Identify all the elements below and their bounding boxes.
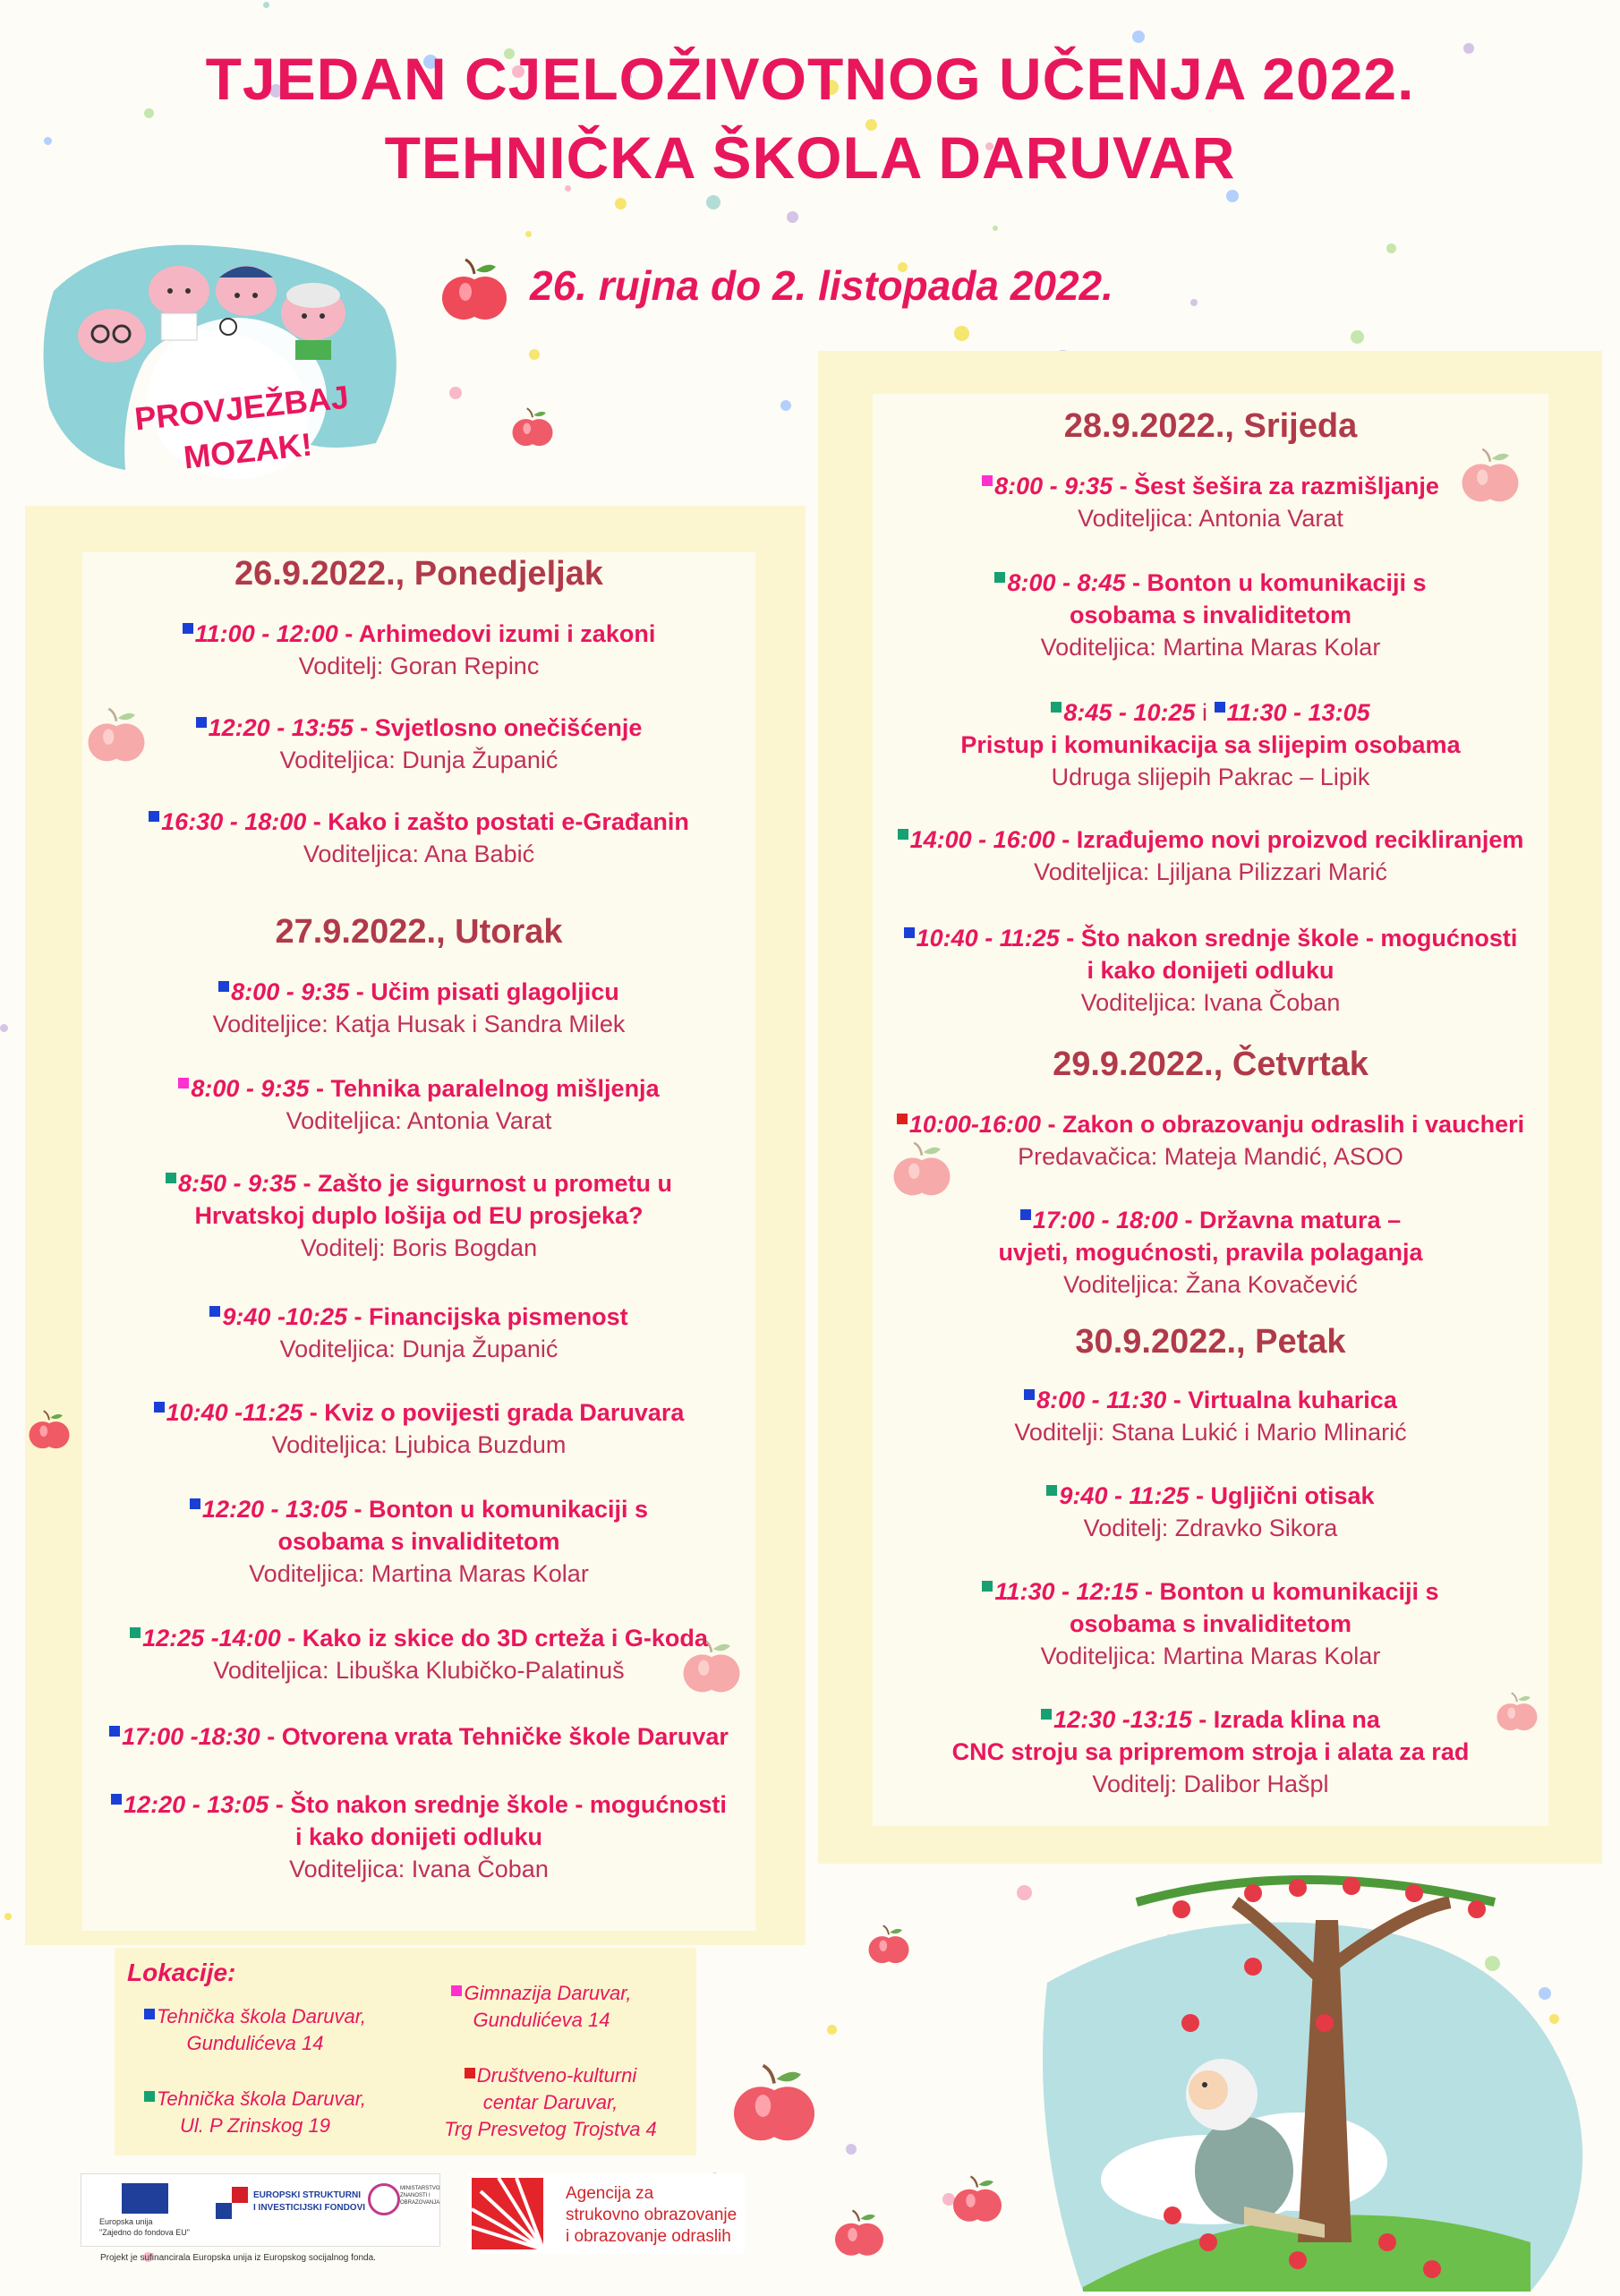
apple-icon: [832, 2209, 886, 2267]
location-item-blue: Tehnička škola Daruvar, Gundulićeva 14: [130, 2003, 380, 2057]
event-separator: -: [1059, 925, 1081, 952]
esif-logo-icon: [216, 2187, 248, 2219]
apple-icon: [866, 1925, 911, 1974]
event-time: 17:00 - 18:00: [1032, 1207, 1178, 1233]
event-name-cont: CNC stroju sa pripremom stroja i alata za rad: [951, 1738, 1470, 1765]
confetti-dot: [0, 1024, 8, 1032]
event-separator: -: [303, 1399, 325, 1426]
confetti-dot: [846, 2144, 857, 2155]
esif-text-1: EUROPSKI STRUKTURNI: [253, 2190, 362, 2200]
event-time: 12:25 -14:00: [142, 1625, 281, 1652]
event-name: Ugljični otisak: [1210, 1482, 1375, 1509]
event-lead: Voditeljica: Antonia Varat: [1078, 505, 1343, 532]
event-separator: -: [1189, 1482, 1211, 1509]
green-square-icon: [1051, 702, 1062, 713]
confetti-dot: [827, 2025, 837, 2035]
location-item-magenta: Gimnazija Daruvar, Gundulićeva 14: [416, 1980, 667, 2034]
agency-text-1: Agencija za: [566, 2184, 654, 2203]
blue-square-icon: [190, 1498, 200, 1509]
event-lead: Voditelj: Dalibor Hašpl: [1092, 1771, 1329, 1797]
green-square-icon: [130, 1627, 141, 1638]
schedule-event: [873, 1703, 1548, 1800]
apple-icon: [1459, 448, 1522, 515]
blue-square-icon: [904, 927, 915, 938]
event-separator: -: [309, 1075, 331, 1102]
schedule-event: [873, 1204, 1548, 1301]
confetti-dot: [1386, 243, 1396, 253]
event-lead: Udruga slijepih Pakrac – Lipik: [1051, 764, 1370, 790]
blue-square-icon: [149, 811, 159, 822]
blue-square-icon: [1020, 1209, 1031, 1220]
confetti-dot: [954, 326, 969, 341]
confetti-dot: [263, 2, 269, 8]
day-title: 29.9.2022., Četvrtak: [1053, 1046, 1368, 1083]
blue-square-icon: [209, 1306, 220, 1317]
blue-square-icon: [109, 1726, 120, 1737]
event-lead: Voditeljica: Martina Maras Kolar: [1040, 634, 1381, 661]
event-time: 8:50 - 9:35: [177, 1170, 297, 1197]
event-separator: -: [1113, 473, 1135, 499]
event-name: Izrađujemo novi proizvod recikliranjem: [1076, 826, 1524, 853]
event-name: Što nakon srednje škole - mogućnosti: [290, 1791, 727, 1818]
event-lead: Voditeljica: Dunja Županić: [279, 747, 558, 773]
schedule-event: [873, 470, 1548, 534]
event-time: 10:40 - 11:25: [916, 925, 1060, 952]
event-lead: Voditeljica: Ljiljana Pilizzari Marić: [1034, 858, 1387, 885]
apple-icon: [27, 1410, 72, 1459]
event-name: Kako i zašto postati e-Građanin: [328, 808, 689, 835]
confetti-dot: [780, 400, 791, 411]
ministry-text: MINISTARSTVO ZNANOSTI I OBRAZOVANJA: [400, 2186, 440, 2206]
event-name: Pristup i komunikacija sa slijepim osobama: [960, 731, 1461, 758]
event-name: Kviz o povijesti grada Daruvara: [324, 1399, 685, 1426]
event-name: Učim pisati glagoljicu: [371, 978, 619, 1005]
schedule-event: [873, 1480, 1548, 1544]
event-name-cont: Hrvatskoj duplo lošija od EU prosjeka?: [194, 1202, 644, 1229]
green-square-icon: [144, 2091, 155, 2102]
event-time: 9:40 -10:25: [222, 1303, 347, 1330]
confetti-dot: [615, 198, 627, 209]
locations-title: Lokacije:: [127, 1959, 236, 1986]
confetti-dot: [529, 349, 540, 360]
event-separator: -: [1040, 1111, 1062, 1138]
ministry-logo-icon: [368, 2183, 400, 2215]
event-time: 12:30 -13:15: [1053, 1706, 1192, 1733]
event-name: Što nakon srednje škole - mogućnosti: [1080, 925, 1518, 952]
event-time: 11:30 - 12:15: [994, 1578, 1138, 1605]
day-title: 30.9.2022., Petak: [1075, 1323, 1346, 1361]
event-time: 16:30 - 18:00: [161, 808, 307, 835]
event-separator: -: [353, 714, 375, 741]
event-lead: Voditeljica: Ivana Čoban: [289, 1856, 549, 1882]
esif-text-2: I INVESTICIJSKI FONDOVI: [253, 2203, 366, 2213]
confetti-dot: [449, 387, 462, 399]
event-separator: -: [1138, 1578, 1160, 1605]
event-separator: -: [280, 1625, 303, 1652]
event-name: Svjetlosno onečišćenje: [374, 714, 643, 741]
eu-text-2: "Zajedno do fondova EU": [99, 2228, 190, 2237]
green-square-icon: [994, 572, 1005, 583]
green-square-icon: [1046, 1485, 1057, 1496]
event-lead: Voditeljice: Katja Husak i Sandra Milek: [212, 1011, 626, 1037]
apple-icon: [510, 407, 555, 457]
newton-tree-illustration: [1029, 1866, 1602, 2292]
blue-square-icon: [196, 717, 207, 728]
schedule-event: [82, 1720, 755, 1753]
event-name: Zakon o obrazovanju odraslih i vaucheri: [1062, 1111, 1525, 1138]
schedule-event: [82, 712, 755, 776]
confetti-dot: [525, 231, 532, 237]
event-time: 12:20 - 13:55: [208, 714, 354, 741]
event-separator: -: [1054, 826, 1077, 853]
eu-text-1: Europska unija: [99, 2217, 153, 2226]
event-separator: -: [1125, 569, 1147, 596]
blue-square-icon: [154, 1402, 165, 1413]
event-time: 8:00 - 9:35: [231, 978, 350, 1005]
event-name: Izrada klina na: [1213, 1706, 1380, 1733]
apple-icon: [951, 2175, 1004, 2233]
schedule-event: [82, 1167, 755, 1264]
event-lead: Voditeljica: Antonia Varat: [286, 1107, 552, 1134]
blue-square-icon: [218, 981, 229, 992]
schedule-event: [82, 806, 755, 870]
event-time: 10:40 -11:25: [166, 1399, 303, 1426]
event-lead: Voditeljica: Martina Maras Kolar: [249, 1560, 589, 1587]
event-lead: Voditelj: Goran Repinc: [298, 653, 540, 679]
event-name-cont: i kako donijeti odluku: [294, 1823, 543, 1850]
day-title: 26.9.2022., Ponedjeljak: [234, 555, 603, 593]
event-name: Otvorena vrata Tehničke škole Daruvar: [281, 1723, 729, 1750]
page-title-line2: TEHNIČKA ŠKOLA DARUVAR: [384, 124, 1236, 191]
schedule-event: [873, 1575, 1548, 1672]
schedule-event: [873, 567, 1548, 663]
green-square-icon: [898, 829, 908, 840]
green-square-icon: [982, 1581, 993, 1592]
event-name: Bonton u komunikaciji s: [369, 1496, 649, 1523]
event-time: 9:40 - 11:25: [1059, 1482, 1189, 1509]
schedule-event: [82, 1493, 755, 1590]
event-lead: Voditeljica: Ana Babić: [303, 841, 535, 867]
agency-text-3: i obrazovanje odraslih: [566, 2227, 731, 2246]
event-name: Kako iz skice do 3D crteža i G-koda: [302, 1625, 708, 1652]
event-time: 8:00 - 9:35: [994, 473, 1113, 499]
schedule-event: [82, 1072, 755, 1137]
event-time: 17:00 -18:30: [122, 1723, 260, 1750]
schedule-event: [873, 1108, 1548, 1173]
event-lead: Voditeljica: Ljubica Buzdum: [271, 1431, 567, 1458]
apple-icon: [680, 1638, 743, 1705]
apple-icon: [891, 1141, 953, 1208]
event-separator: -: [269, 1791, 291, 1818]
green-square-icon: [166, 1173, 176, 1183]
location-item-green: Tehnička škola Daruvar, Ul. P Zrinskog 19: [130, 2086, 380, 2139]
event-name: Bonton u komunikaciji s: [1159, 1578, 1439, 1605]
magenta-square-icon: [178, 1078, 189, 1088]
event-separator: -: [1166, 1387, 1189, 1413]
event-separator: -: [306, 808, 328, 835]
event-time: 12:20 - 13:05: [124, 1791, 269, 1818]
confetti-dot: [1351, 330, 1364, 344]
event-name: Bonton u komunikaciji s: [1147, 569, 1427, 596]
day-title: 28.9.2022., Srijeda: [1063, 407, 1358, 445]
day-title: 27.9.2022., Utorak: [275, 913, 563, 951]
schedule-event: [873, 922, 1548, 1019]
confetti-dot: [1190, 299, 1198, 306]
event-name: Tehnika paralelnog mišljenja: [330, 1075, 660, 1102]
event-lead: Voditeljica: Martina Maras Kolar: [1040, 1643, 1381, 1669]
confetti-dot: [993, 226, 998, 231]
event-lead: Voditeljica: Ivana Čoban: [1080, 989, 1341, 1016]
confetti-dot: [787, 211, 798, 223]
schedule-event: [82, 976, 755, 1040]
event-time: 11:30 - 13:05: [1226, 699, 1370, 726]
event-separator: -: [349, 978, 371, 1005]
event-separator: -: [347, 1303, 369, 1330]
event-name-cont: osobama s invaliditetom: [277, 1528, 560, 1555]
eu-logo-strip: [81, 2173, 440, 2247]
event-lead: Voditelj: Boris Bogdan: [300, 1234, 538, 1261]
event-lead: Predavačica: Mateja Mandić, ASOO: [1018, 1143, 1403, 1170]
schedule-event: [82, 1788, 755, 1885]
event-join: i: [1195, 699, 1215, 726]
apple-icon: [729, 2063, 819, 2157]
confetti-dot: [4, 1913, 12, 1920]
schedule-event: [82, 1396, 755, 1461]
blue-square-icon: [1024, 1389, 1035, 1400]
apple-icon: [1495, 1692, 1539, 1741]
event-lead: Voditelj: Zdravko Sikora: [1083, 1515, 1338, 1541]
badge-text-line2: MOZAK!: [182, 425, 314, 476]
page-title-line1: TJEDAN CJELOŽIVOTNOG UČENJA 2022.: [205, 46, 1415, 112]
event-name-cont: osobama s invaliditetom: [1069, 1610, 1352, 1637]
red-square-icon: [465, 2068, 475, 2078]
schedule-event: [82, 618, 755, 682]
event-separator: -: [260, 1723, 282, 1750]
eu-flag-icon: [122, 2183, 168, 2214]
confetti-dot: [1226, 190, 1239, 202]
date-range: 26. rujna do 2. listopada 2022.: [530, 262, 1113, 309]
event-time: 11:00 - 12:00: [194, 620, 338, 647]
schedule-event: [82, 1301, 755, 1365]
event-lead: Voditeljica: Libuška Klubičko-Palatinuš: [213, 1657, 625, 1684]
event-time: 8:45 - 10:25: [1063, 699, 1196, 726]
green-square-icon: [1041, 1709, 1052, 1720]
brain-badge: [36, 228, 403, 479]
event-lead: Voditelji: Stana Lukić i Mario Mlinarić: [1014, 1419, 1407, 1446]
event-separator: -: [296, 1170, 319, 1197]
schedule-event: [82, 1622, 755, 1686]
funding-note: Projekt je sufinancirala Europska unija iz Europskog socijalnog fonda.: [100, 2253, 376, 2263]
blue-square-icon: [183, 623, 193, 634]
event-lead: Voditeljica: Dunja Županić: [279, 1336, 558, 1362]
event-time: 10:00-16:00: [908, 1111, 1041, 1138]
schedule-event: [873, 824, 1548, 888]
event-time: 8:00 - 9:35: [191, 1075, 310, 1102]
event-name: Šest šešira za razmišljanje: [1134, 473, 1439, 499]
event-separator: -: [347, 1496, 370, 1523]
schedule-event: [873, 696, 1548, 793]
agency-text-2: strukovno obrazovanje: [566, 2206, 738, 2224]
event-separator: -: [337, 620, 359, 647]
newton-tree-icon: [1029, 1866, 1602, 2292]
event-name: Arhimedovi izumi i zakoni: [358, 620, 656, 647]
agency-logo: [467, 2173, 745, 2254]
event-separator: -: [1191, 1706, 1214, 1733]
event-name: Financijska pismenost: [369, 1303, 628, 1330]
red-square-icon: [897, 1114, 908, 1124]
event-name-cont: osobama s invaliditetom: [1069, 602, 1352, 628]
magenta-square-icon: [451, 1985, 462, 1996]
event-name-cont: i kako donijeti odluku: [1087, 957, 1334, 984]
event-name: Državna matura –: [1199, 1207, 1402, 1233]
blue-square-icon: [144, 2009, 155, 2019]
confetti-dot: [1132, 30, 1145, 43]
badge-text-line1: PROVJEŽBAJ: [132, 378, 351, 438]
event-name: Zašto je sigurnost u prometu u: [318, 1170, 673, 1197]
event-time: 8:00 - 8:45: [1007, 569, 1126, 596]
event-name-cont: uvjeti, mogućnosti, pravila polaganja: [998, 1239, 1423, 1266]
event-time: 8:00 - 11:30: [1036, 1387, 1167, 1413]
confetti-dot: [706, 195, 720, 209]
schedule-event: [873, 1384, 1548, 1448]
apple-icon: [85, 707, 148, 774]
event-time: 14:00 - 16:00: [909, 826, 1055, 853]
event-lead: Voditeljica: Žana Kovačević: [1063, 1271, 1358, 1298]
magenta-square-icon: [982, 475, 993, 486]
blue-square-icon: [111, 1794, 122, 1805]
event-name: Virtualna kuharica: [1188, 1387, 1397, 1413]
event-separator: -: [1178, 1207, 1199, 1233]
location-item-red: Društveno-kulturni centar Daruvar, Trg Presvetog Trojstva 4: [444, 2064, 657, 2140]
blue-square-icon: [1215, 702, 1225, 713]
apple-icon: [439, 258, 510, 334]
event-time: 12:20 - 13:05: [201, 1496, 348, 1523]
agency-logo-icon: [472, 2178, 543, 2249]
